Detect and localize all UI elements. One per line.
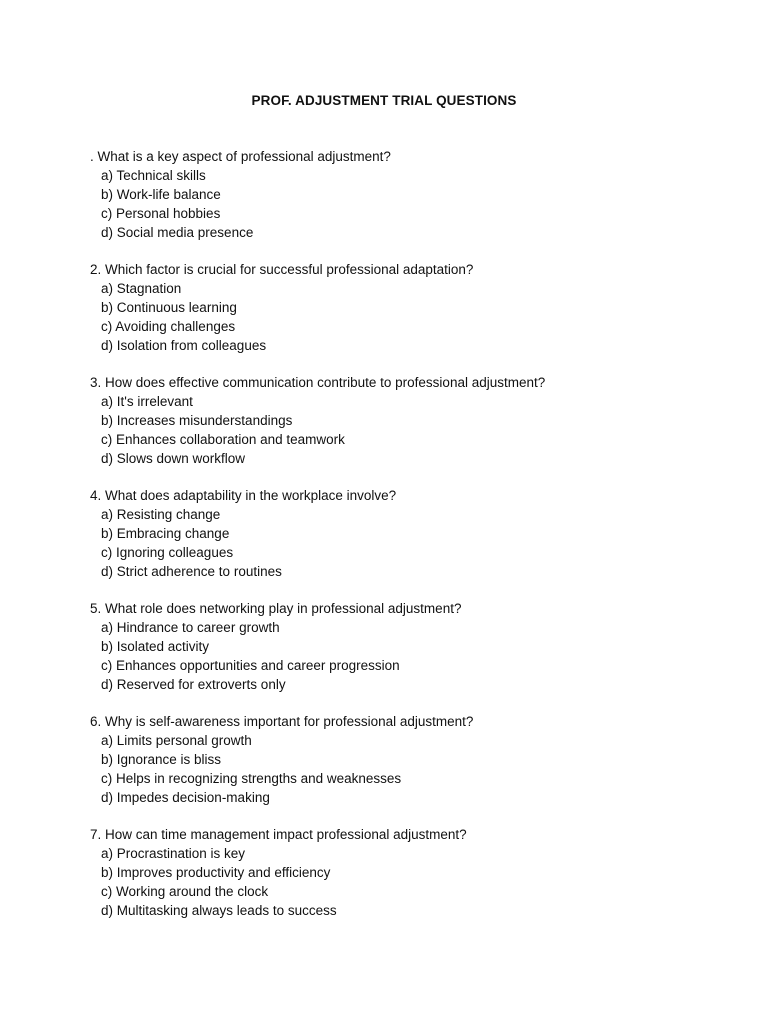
question-block — [90, 374, 730, 469]
question-list — [90, 148, 730, 939]
option-c: c) Working around the clock — [101, 883, 269, 899]
option-b: b) Improves productivity and efficiency — [101, 865, 331, 880]
option-a: a) Hindrance to career growth — [101, 620, 280, 636]
option-c: c) Avoiding challenges — [101, 318, 236, 334]
option-c: c) Personal hobbies — [101, 205, 221, 221]
option-d: d) Strict adherence to routines — [101, 563, 282, 579]
question-text: 5. What role does networking play in professional adjustment? — [90, 601, 462, 617]
option-a: a) It's irrelevant — [101, 393, 193, 409]
option-b: b) Continuous learning — [101, 299, 237, 315]
option-list — [90, 845, 730, 921]
option-d: d) Slows down workflow — [101, 450, 246, 466]
question-text: 2. Which factor is crucial for successful professional adaptation? — [90, 262, 474, 278]
question-block — [90, 713, 730, 808]
question-text: 7. How can time management impact professional adjustment? — [90, 827, 467, 843]
option-b: b) Work-life balance — [101, 186, 221, 202]
option-b: b) Isolated activity — [101, 638, 210, 654]
option-list — [90, 167, 730, 243]
option-b: b) Ignorance is bliss — [101, 751, 222, 767]
question-block — [90, 826, 730, 921]
question-text: . What is a key aspect of professional adjustment? — [90, 149, 391, 164]
option-list — [90, 280, 730, 356]
option-list — [90, 506, 730, 582]
option-d: d) Impedes decision-making — [101, 789, 270, 805]
option-c: c) Enhances collaboration and teamwork — [101, 431, 345, 447]
question-block — [90, 600, 730, 695]
option-c: c) Ignoring colleagues — [101, 544, 234, 560]
option-a: a) Technical skills — [101, 167, 206, 183]
option-a: a) Stagnation — [101, 280, 182, 296]
option-d: d) Social media presence — [101, 224, 254, 240]
option-list — [90, 393, 730, 469]
question-block — [90, 148, 730, 243]
option-a: a) Limits personal growth — [101, 733, 252, 749]
option-b: b) Increases misunderstandings — [101, 412, 293, 428]
option-c: c) Helps in recognizing strengths and weaknesses — [101, 770, 402, 786]
question-block — [90, 487, 730, 582]
page-title: PROF. ADJUSTMENT TRIAL QUESTIONS — [251, 93, 517, 108]
option-c: c) Enhances opportunities and career progression — [101, 657, 400, 673]
option-list — [90, 619, 730, 695]
option-a: a) Procrastination is key — [101, 846, 246, 862]
option-a: a) Resisting change — [101, 507, 221, 522]
option-list — [90, 732, 730, 808]
option-b: b) Embracing change — [101, 525, 230, 541]
question-text: 3. How does effective communication contribute to professional adjustment? — [90, 375, 546, 391]
option-d: d) Multitasking always leads to success — [101, 902, 337, 918]
question-text: 4. What does adaptability in the workplace involve? — [90, 488, 397, 504]
option-d: d) Reserved for extroverts only — [101, 676, 286, 692]
question-text: 6. Why is self-awareness important for professional adjustment? — [90, 714, 474, 730]
question-block — [90, 261, 730, 356]
option-d: d) Isolation from colleagues — [101, 337, 267, 353]
